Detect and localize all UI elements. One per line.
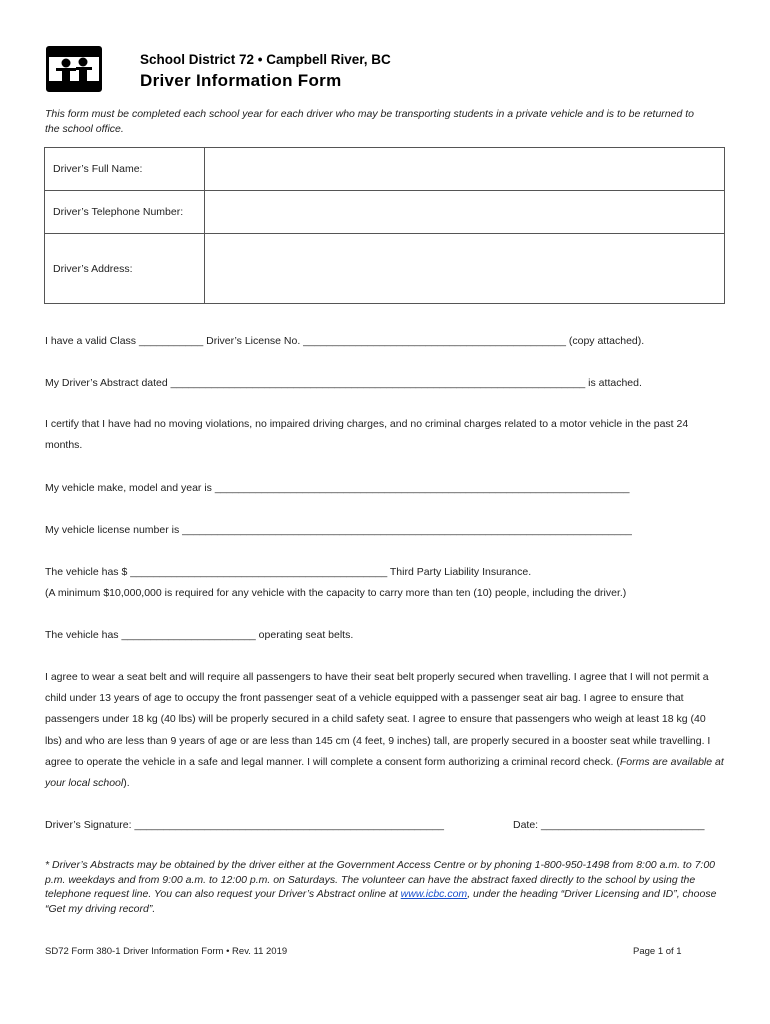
address-label: Driver’s Address: [45, 234, 205, 304]
certify-text: I certify that I have had no moving violations, no impaired driving charges, and no criminal charges related to a motor vehicle in the past 24 months. [45, 418, 689, 452]
agreement-paragraph [45, 667, 725, 794]
footnote-text: * Driver’s Abstracts may be obtained by the driver either at the Government Access Centre or by phoning 1-800-950-1498 from 8:00 a.m. to 7:00 p.m. weekdays and from 9:00 a.m. to 12:00 p.m. on Saturdays. The volunteer can have the abstract faxed directly to the school by using the telephone request line. You can also request your Driver’s Abstract online at [45, 859, 716, 900]
signature-line[interactable]: Driver’s Signature: _____________________________________________________ [45, 819, 444, 831]
full-name-label: Driver’s Full Name: [45, 148, 205, 191]
intro-text: This form must be completed each school year for each driver who may be transporting students in a private vehicle and is to be returned to the school office. [45, 108, 695, 135]
full-name-field[interactable] [205, 161, 724, 178]
insurance-line[interactable]: The vehicle has $ ____________________________________________ Third Party Liability Insurance. [45, 566, 532, 578]
forms-available-text: Forms are available at your local school [45, 755, 724, 790]
form-title: Driver Information Form [140, 71, 342, 90]
license-line[interactable]: I have a valid Class ___________ Driver’s License No. _____________________________________________ (copy attached). [45, 335, 645, 347]
form-id: SD72 Form 380-1 Driver Information Form • Rev. 11 2019 [45, 946, 288, 957]
footnote [45, 858, 727, 916]
sd72-children-logo-icon [46, 46, 102, 92]
driver-info-table [44, 147, 725, 304]
address-field[interactable] [205, 260, 724, 277]
telephone-label: Driver’s Telephone Number: [45, 191, 205, 234]
vehicle-license-line[interactable]: My vehicle license number is _____________________________________________________________________________ [45, 524, 632, 536]
full-name-cell [205, 148, 725, 191]
agreement-text: I agree to wear a seat belt and will require all passengers to have their seat belt properly secured when travelling. I agree that I will not permit a child under 13 years of age to occupy the front passenger seat of a vehicle equipped with a passenger seat air bag. I agree to ensure that passengers under 18 kg (40 lbs) will be properly secured in a child safety seat. I agree to ensure that passengers who weigh at least 18 kg (40 lbs) and who are less than 9 years of age or are less than 145 cm (4 feet, 9 inches) tall, are properly secured in a booster seat while travelling. I agree to operate the vehicle in a safe and legal manner. I will complete a consent form authorizing a criminal record check. ( [45, 671, 711, 768]
vehicle-make-line[interactable]: My vehicle make, model and year is _______________________________________________________________________ [45, 482, 630, 494]
icbc-link[interactable]: www.icbc.com [400, 888, 468, 900]
district-heading: School District 72 • Campbell River, BC [140, 52, 391, 67]
abstract-line[interactable]: My Driver’s Abstract dated _______________________________________________________________________ is attached. [45, 377, 642, 389]
page-number: Page 1 of 1 [633, 946, 682, 957]
address-cell [205, 234, 725, 304]
telephone-cell [205, 191, 725, 234]
seatbelts-line[interactable]: The vehicle has _______________________ operating seat belts. [45, 629, 354, 641]
table-row [45, 148, 725, 191]
agreement-end: ). [123, 777, 130, 790]
table-row [45, 234, 725, 304]
date-line[interactable]: Date: ____________________________ [513, 819, 705, 831]
insurance-note: (A minimum $10,000,000 is required for any vehicle with the capacity to carry more than ten (10) people, including the driver.) [45, 587, 627, 599]
telephone-field[interactable] [205, 204, 724, 221]
footnote-text-end: , under the heading “Driver Licensing and ID”, choose “Get my driving record”. [45, 888, 717, 915]
table-row [45, 191, 725, 234]
